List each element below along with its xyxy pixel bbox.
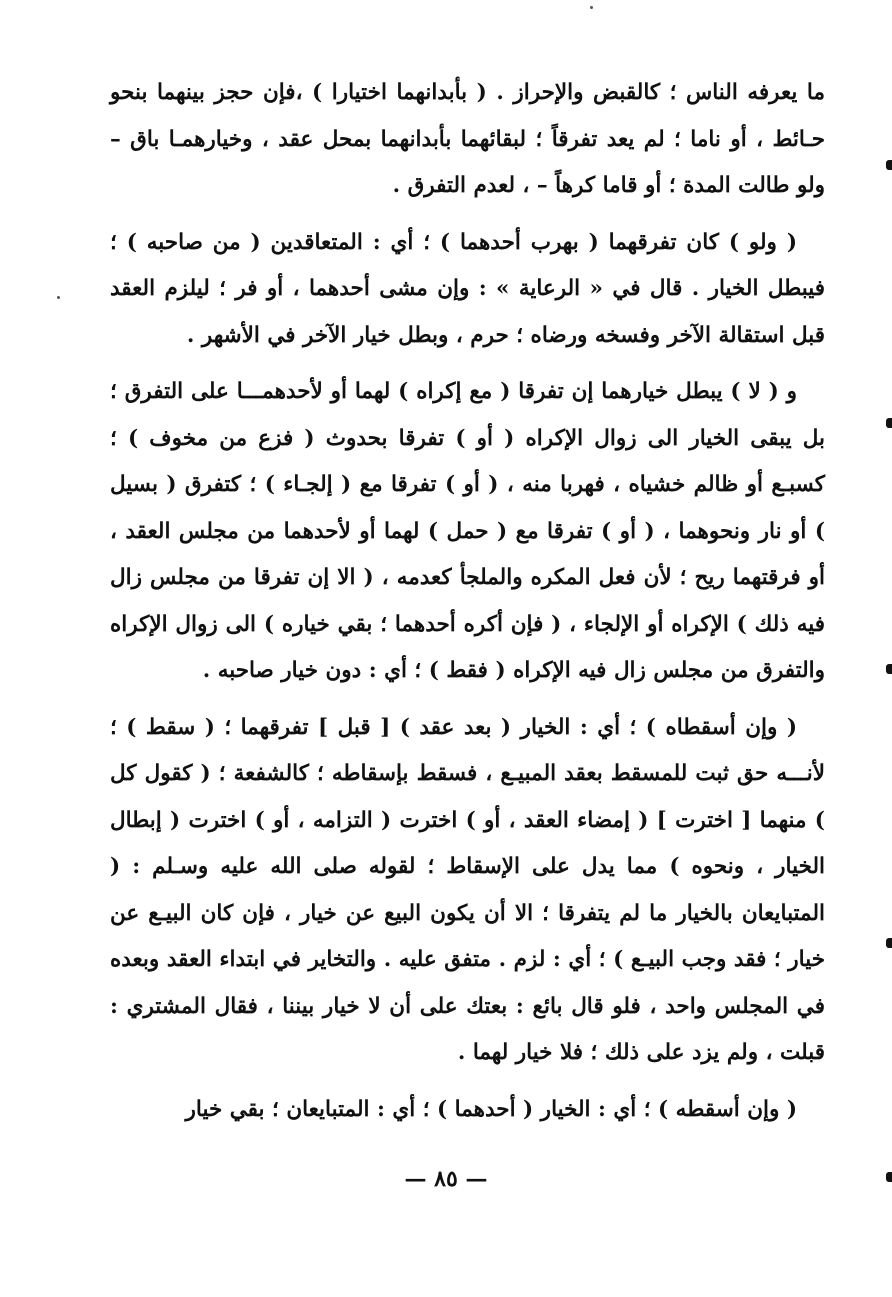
paragraph-4: ( وإن أسقطاه ) ؛ أي : الخيار ( بعد عقد ) [ قبل ] تفرقهما ؛ ( سقط ) ؛ لأنـــه حق ثبت للمسقط بعقد المبيـع ، فسقط بإسقاطه ؛ كالشفعة ؛ ( كقول كل ) منهما [ اخترت ] ( إمضاء العقد ، أو ) اخترت ( التزامه ، أو ) اخترت ( إبطال الخيار ، ونحوه ) مما يدل على الإسقاط ؛ لقوله صلى الله عليه وسـلم : ( المتبايعان بالخيار ما لم يتفرقا ؛ الا أن يكون البيع عن خيار ، فإن كان البيـع عن خيار ؛ فقد وجب البيـع ) ؛ أي : لزم . متفق عليه . والتخاير في ابتداء العقد وبعده في المجلس واحد ، فلو قال بائع : بعتك على أن لا خيار بيننا ، فقال المشتري : قبلت ، ولم يزد على ذلك ؛ فلا خيار لهما . (110, 714, 825, 1065)
paragraph-2: ( ولو ) كان تفرقهما ( بهرب أحدهما ) ؛ أي : المتعاقدين ( من صاحبه ) ؛ فيبطل الخيار . قال في « الرعاية » : وإن مشى أحدهما ، أو فر ؛ ليلزم العقد قبل استقالة الآخر وفسخه ورضاه ؛ حرم ، وبطل خيار الآخر في الأشهر . (110, 229, 825, 348)
scan-edge-mark (886, 664, 892, 674)
paragraph-3: و ( لا ) يبطل خيارهما إن تفرقا ( مع إكراه ) لهما أو لأحدهمـــا على التفرق ؛ بل يبقى الخيار الى زوال الإكراه ( أو ) تفرقا بحدوث ( فزع من مخوف ) ؛ كسبـع أو ظالم خشياه ، فهربا منه ، ( أو ) تفرقا مع ( إلجـاء ) ؛ كتفرق ( بسيل ) أو نار ونحوهما ، ( أو ) تفرقا مع ( حمل ) لهما أو لأحدهما من مجلس العقد ، أو فرقتهما ريح ؛ لأن فعل المكره والملجأ كعدمه ، ( الا إن تفرقا من مجلس زال فيه ذلك ) الإكراه أو الإلجاء ، ( فإن أكره أحدهما ؛ بقي خياره ) الى زوال الإكراه والتفرق من مجلس زال فيه الإكراه ( فقط ) ؛ أي : دون خيار صاحبه . (110, 379, 825, 683)
scan-edge-mark (886, 418, 892, 428)
scan-speck (57, 296, 60, 299)
scan-speck (590, 6, 593, 9)
paragraph-1: ما يعرفه الناس ؛ كالقبض والإحراز . ( بأبدانهما اختيارا ) ،فإن حجز بينهما بنحو حـائط ، أو ناما ؛ لم يعد تفرقاً ؛ لبقائهما بأبدانهما بمحل عقد ، وخيارهمـا باق – ولو طالت المدة ؛ أو قاما كرهاً – ، لعدم التفرق . (110, 80, 825, 198)
scan-edge-mark (886, 160, 892, 170)
scan-edge-mark (886, 1172, 892, 1182)
paragraph-5: ( وإن أسقطه ) ؛ أي : الخيار ( أحدهما ) ؛ أي : المتبايعان ؛ بقي خيار (185, 1096, 797, 1122)
body-text (110, 70, 825, 1133)
page-number: — ٨٥ — (404, 1166, 488, 1192)
scan-edge-mark (886, 938, 892, 948)
